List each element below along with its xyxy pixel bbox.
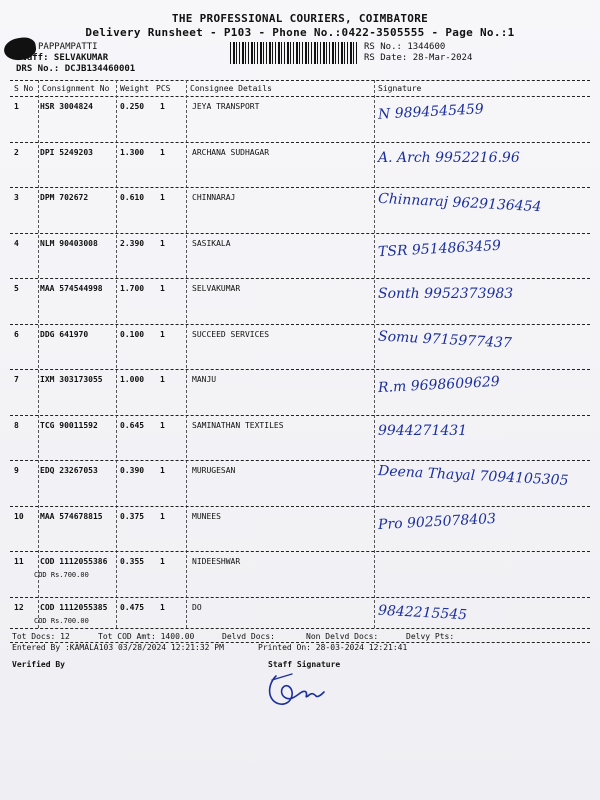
- row-consignment-no: DDG 641970: [40, 329, 89, 339]
- row-consignee: SASIKALA: [192, 238, 231, 248]
- row-consignment-no: DPI 5249203: [40, 147, 93, 157]
- table-bottom-rule: [10, 628, 590, 629]
- row-separator: [10, 506, 590, 507]
- total-docs: Tot Docs: 12: [12, 632, 70, 641]
- row-handwritten-signature: 9944271431: [378, 422, 468, 439]
- row-consignment-no: COD 1112055385: [40, 602, 108, 612]
- printed-on: Printed On: 28-03-2024 12:21:41: [258, 643, 408, 652]
- company-title: THE PROFESSIONAL COURIERS, COIMBATORE: [171, 12, 429, 25]
- col-weight: Weight: [120, 84, 149, 93]
- row-consignment-no: COD 1112055386: [40, 557, 108, 566]
- row-weight: 1.300: [120, 147, 145, 157]
- row-consignment-no: IXM 303173055: [40, 375, 103, 384]
- row-sno: 12: [14, 602, 24, 612]
- row-weight: 0.375: [120, 511, 145, 521]
- staff-signature-scribble: [262, 668, 332, 712]
- row-consignee: SUCCEED SERVICES: [192, 329, 270, 339]
- row-consignment-no: NLM 90403008: [40, 238, 98, 248]
- row-pcs: 1: [160, 557, 165, 566]
- row-consignee: SELVAKUMAR: [192, 284, 241, 293]
- col-sno: S No: [14, 84, 34, 93]
- total-cod-amount: Tot COD Amt: 1400.00: [98, 632, 195, 641]
- row-pcs: 1: [160, 602, 165, 612]
- row-pcs: 1: [160, 511, 165, 521]
- row-handwritten-signature: A. Arch 9952216.96: [378, 149, 520, 166]
- row-consignment-no: MAA 574678815: [40, 511, 103, 521]
- row-pcs: 1: [160, 466, 165, 475]
- row-sno: 11: [14, 557, 24, 566]
- row-consignee: SAMINATHAN TEXTILES: [192, 420, 284, 430]
- row-pcs: 1: [160, 329, 165, 339]
- drs-number: DRS No.: DCJB134460001: [16, 64, 136, 74]
- row-handwritten-signature: Pro 9025078403: [377, 510, 497, 533]
- row-handwritten-signature: Deena Thayal 7094105305: [377, 463, 569, 489]
- row-consignee: MURUGESAN: [192, 466, 236, 475]
- row-consignment-no: EDQ 23267053: [40, 466, 98, 475]
- col-consignment: Consignment No: [42, 84, 110, 93]
- runsheet-subtitle: Delivery Runsheet - P103 - Phone No.:0422-3505555 - Page No.:1: [85, 26, 515, 39]
- row-weight: 0.645: [120, 420, 145, 430]
- column-divider: [116, 80, 117, 628]
- row-consignment-no: MAA 574544998: [40, 284, 103, 293]
- row-consignee: MANJU: [192, 375, 217, 384]
- row-consignment-no: TCG 90011592: [40, 420, 98, 430]
- row-pcs: 1: [160, 238, 165, 248]
- row-sno: 4: [14, 238, 19, 248]
- row-cod-amount: COD Rs.700.00: [34, 616, 89, 625]
- row-weight: 0.390: [120, 466, 145, 475]
- row-handwritten-signature: Somu 9715977437: [377, 328, 513, 351]
- row-cod-amount: COD Rs.700.00: [34, 571, 89, 579]
- column-divider: [38, 80, 39, 628]
- row-handwritten-signature: Chinnaraj 9629136454: [377, 190, 542, 216]
- delivery-points: Delvy Pts:: [406, 632, 455, 641]
- verified-by-label: Verified By: [12, 660, 65, 669]
- row-sno: 2: [14, 147, 19, 157]
- row-weight: 2.390: [120, 238, 145, 248]
- col-consignee: Consignee Details: [190, 84, 272, 93]
- row-weight: 0.475: [120, 602, 145, 612]
- row-separator: [10, 460, 590, 461]
- row-separator: [10, 233, 590, 234]
- column-divider: [374, 80, 375, 628]
- row-sno: 1: [14, 102, 19, 111]
- row-handwritten-signature: 9842215545: [377, 602, 468, 623]
- row-sno: 9: [14, 466, 19, 475]
- delivered-docs: Delvd Docs:: [222, 632, 275, 641]
- row-sno: 7: [14, 375, 19, 384]
- row-weight: 0.250: [120, 102, 145, 111]
- staff-label: Staff: SELVAKUMAR: [16, 53, 109, 63]
- row-separator: [10, 369, 590, 370]
- header-rule: [10, 96, 590, 97]
- row-pcs: 1: [160, 375, 165, 384]
- row-separator: [10, 324, 590, 325]
- table-top-rule: [10, 80, 590, 81]
- row-separator: [10, 187, 590, 188]
- row-weight: 0.610: [120, 193, 145, 202]
- row-pcs: 1: [160, 193, 165, 202]
- row-weight: 1.700: [120, 284, 145, 293]
- entered-by: Entered By :KAMALA103 03/28/2024 12:21:32 PM: [12, 643, 224, 652]
- column-divider: [186, 80, 187, 628]
- row-pcs: 1: [160, 147, 165, 157]
- row-sno: 3: [14, 193, 19, 202]
- row-handwritten-signature: N 9894545459: [377, 101, 485, 123]
- col-pcs: PCS: [156, 84, 171, 93]
- col-signature: Signature: [378, 84, 422, 93]
- barcode: [230, 42, 358, 64]
- row-consignee: NIDEESHWAR: [192, 557, 241, 566]
- row-handwritten-signature: R.m 9698609629: [377, 373, 501, 397]
- staff-signature-label: Staff Signature: [268, 660, 341, 669]
- row-weight: 0.355: [120, 557, 145, 566]
- rs-date: RS Date: 28-Mar-2024: [364, 53, 473, 63]
- row-consignment-no: DPM 702672: [40, 193, 89, 202]
- row-sno: 8: [14, 420, 19, 430]
- rs-number: RS No.: 1344600: [364, 42, 446, 52]
- row-separator: [10, 597, 590, 598]
- row-consignee: CHINNARAJ: [192, 193, 236, 202]
- row-handwritten-signature: TSR 9514863459: [377, 237, 502, 260]
- row-sno: 6: [14, 329, 19, 339]
- row-separator: [10, 551, 590, 552]
- row-separator: [10, 415, 590, 416]
- row-consignee: ARCHANA SUDHAGAR: [192, 147, 270, 157]
- row-separator: [10, 278, 590, 279]
- row-pcs: 1: [160, 102, 165, 111]
- row-weight: 1.000: [120, 375, 145, 384]
- area-label: PAPPAMPATTI: [38, 42, 98, 52]
- row-consignee: JEYA TRANSPORT: [192, 102, 260, 111]
- non-delivered-docs: Non Delvd Docs:: [306, 632, 379, 641]
- row-consignment-no: HSR 3004824: [40, 102, 93, 111]
- row-separator: [10, 142, 590, 143]
- row-handwritten-signature: Sonth 9952373983: [378, 286, 514, 302]
- row-pcs: 1: [160, 284, 165, 293]
- row-pcs: 1: [160, 420, 165, 430]
- row-sno: 5: [14, 284, 19, 293]
- row-weight: 0.100: [120, 329, 145, 339]
- row-consignee: MUNEES: [192, 511, 221, 521]
- row-sno: 10: [14, 511, 24, 521]
- row-consignee: DO: [192, 602, 202, 612]
